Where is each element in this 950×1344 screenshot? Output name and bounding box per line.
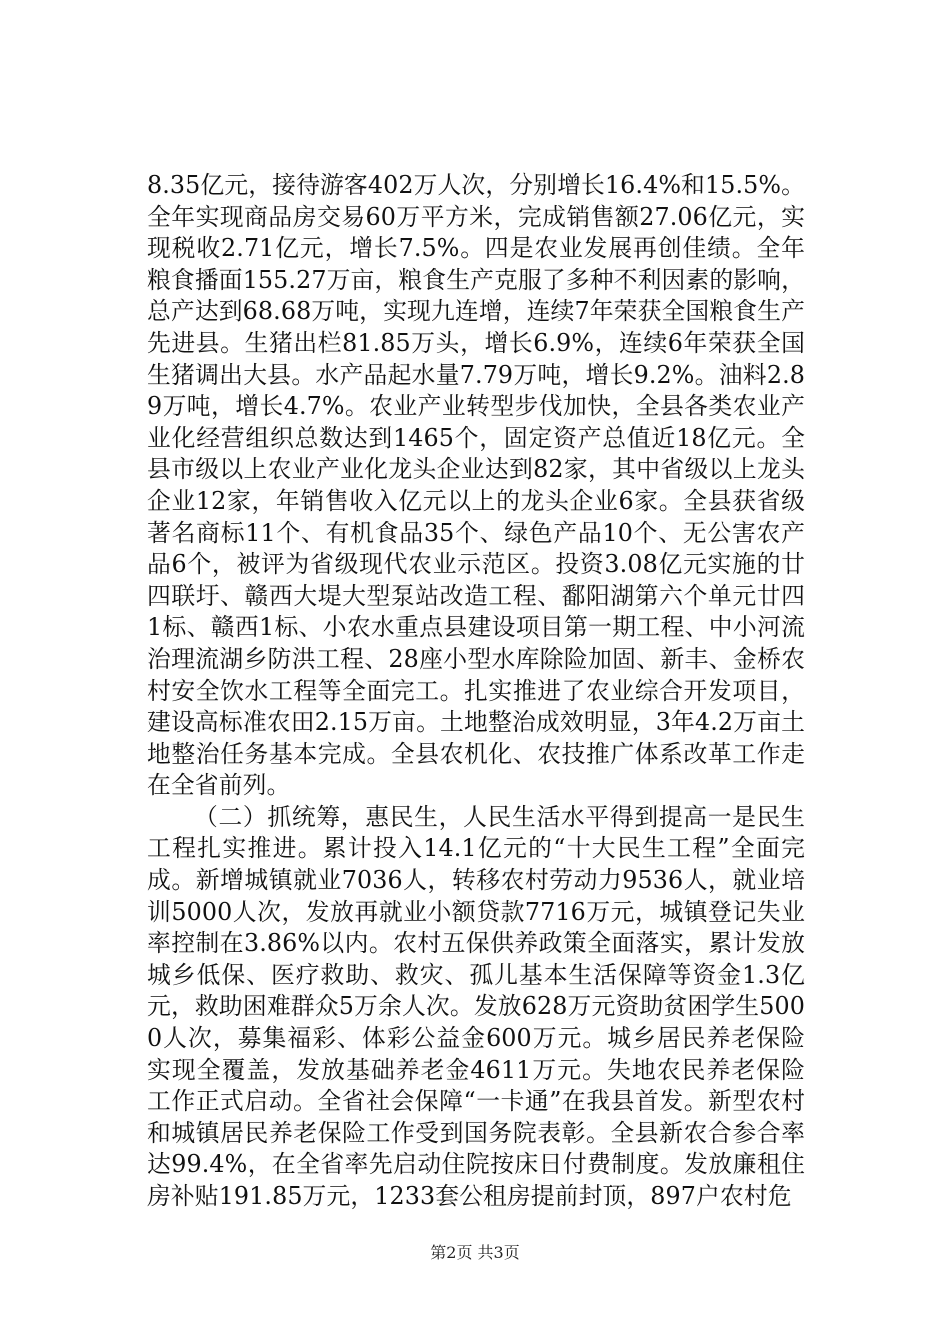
paragraph-2: （二）抓统筹，惠民生，人民生活水平得到提高一是民生工程扎实推进。累计投入14.1亿元的“十大民生工程”全面完成。新增城镇就业7036人，转移农村劳动力9536人，就业培训5000人次，发放再就业小额贷款7716万元，城镇登记失业率控制在3.86%以内。农村五保供养政策全面落实，累计发放城乡低保、医疗救助、救灾、孤儿基本生活保障等资金1.3亿元，救助困难群众5万余人次。发放628万元资助贫困学生5000人次，募集福彩、体彩公益金600万元。城乡居民养老保险实现全覆盖，发放基础养老金4611万元。失地农民养老保险工作正式启动。全省社会保障“一卡通”在我县首发。新型农村和城镇居民养老保险工作受到国务院表彰。全县新农合参合率达99.4%，在全省率先启动住院按床日付费制度。发放廉租住房补贴191.85万元，1233套公租房提前封顶，897户农村危 bbox=[147, 802, 805, 1210]
document-body bbox=[147, 170, 805, 1213]
page-footer: 第2页 共3页 bbox=[430, 1243, 520, 1262]
paragraph-1: 8.35亿元，接待游客402万人次，分别增长16.4%和15.5%。全年实现商品房交易60万平方米，完成销售额27.06亿元，实现税收2.71亿元，增长7.5%。四是农业发展再创佳绩。全年粮食播面155.27万亩，粮食生产克服了多种不利因素的影响，总产达到68.68万吨，实现九连增，连续7年荣获全国粮食生产先进县。生猪出栏81.85万头，增长6.9%，连续6年荣获全国生猪调出大县。水产品起水量7.79万吨，增长9.2%。油料2.89万吨，增长4.7%。农业产业转型步伐加快，全县各类农业产业化经营组织总数达到1465个，固定资产总值近18亿元。全县市级以上农业产业化龙头企业达到82家，其中省级以上龙头企业12家，年销售收入亿元以上的龙头企业6家。全县获省级著名商标11个、有机食品35个、绿色产品10个、无公害农产品6个，被评为省级现代农业示范区。投资3.08亿元实施的廿四联圩、赣西大堤大型泵站改造工程、鄱阳湖第六个单元廿四1标、赣西1标、小农水重点县建设项目第一期工程、中小河流治理流湖乡防洪工程、28座小型水库除险加固、新丰、金桥农村安全饮水工程等全面完工。扎实推进了农业综合开发项目，建设高标准农田2.15万亩。土地整治成效明显，3年4.2万亩土地整治任务基本完成。全县农机化、农技推广体系改革工作走在全省前列。 bbox=[147, 171, 805, 800]
